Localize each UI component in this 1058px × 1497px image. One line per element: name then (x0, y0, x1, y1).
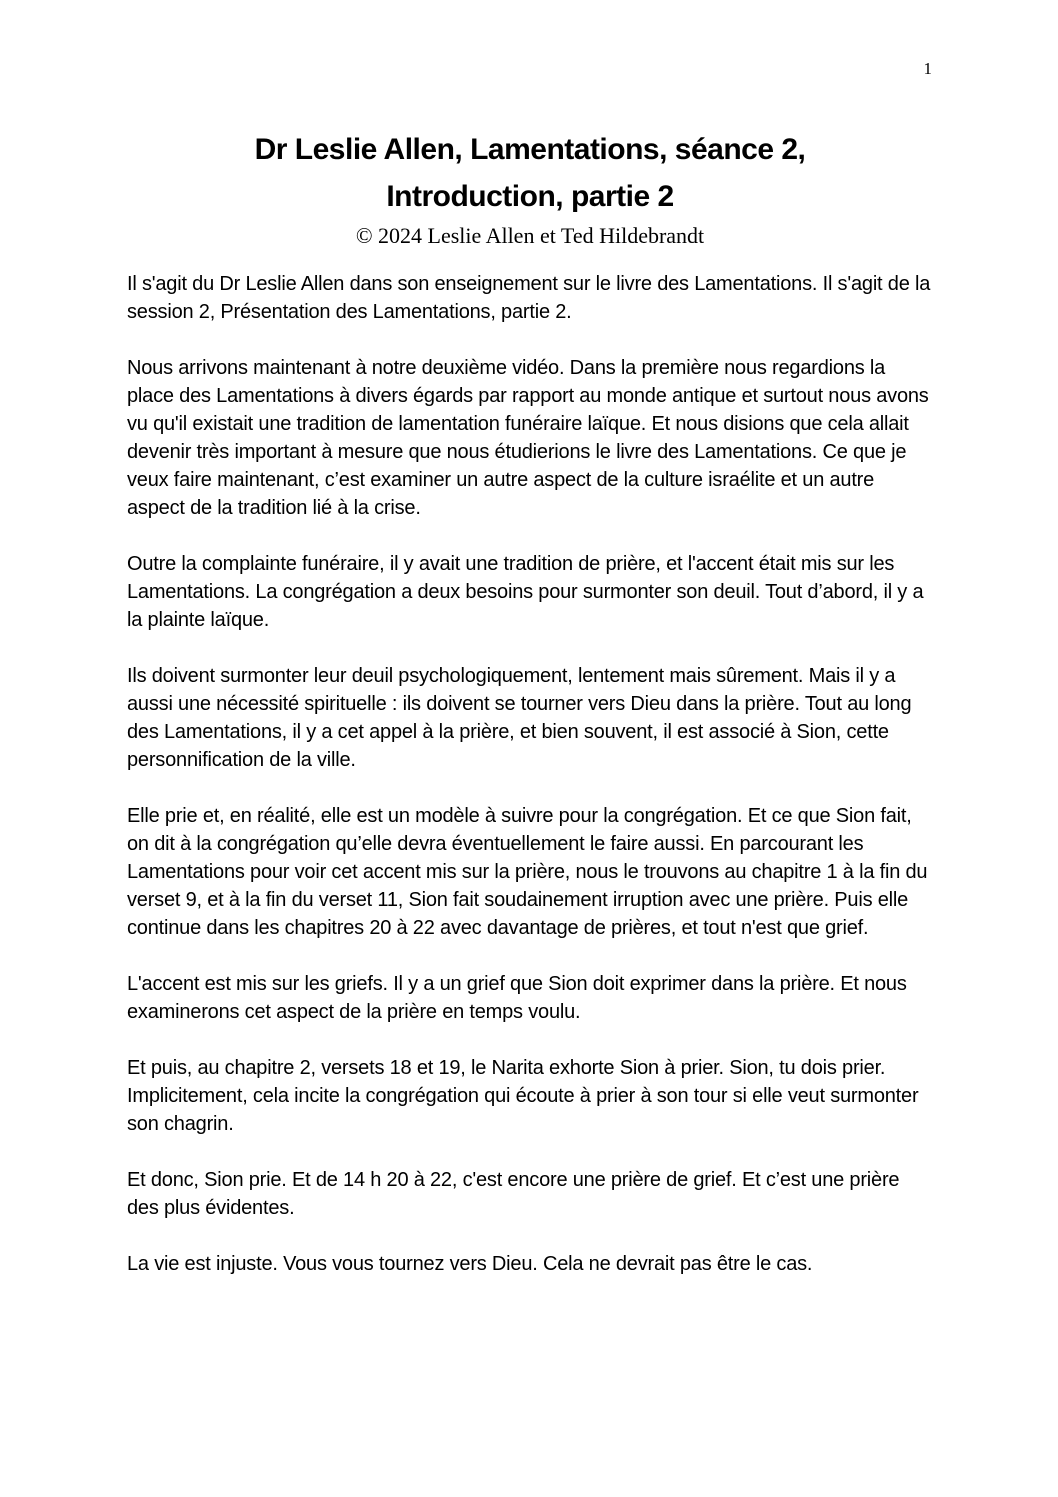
paragraph: La vie est injuste. Vous vous tournez vers Dieu. Cela ne devrait pas être le cas. (127, 1253, 813, 1275)
paragraph: Ils doivent surmonter leur deuil psychologiquement, lentement mais sûrement. Mais il y a aussi une nécessité spirituelle : ils doivent se tourner vers Dieu dans la prière. Tout au long des Lamentations, il y a cet appel à la prière, et bien souvent, il est associé à Sion, cette personnification de la ville. (127, 665, 912, 771)
paragraph: Il s'agit du Dr Leslie Allen dans son enseignement sur le livre des Lamentations. Il s'agit de la session 2, Présentation des Lamentations, partie 2. (127, 273, 931, 323)
page-number: 1 (923, 59, 932, 78)
paragraph: Outre la complainte funéraire, il y avait une tradition de prière, et l'accent était mis sur les Lamentations. La congrégation a deux besoins pour surmonter son deuil. Tout d’abord, il y a la plainte laïque. (127, 553, 924, 631)
paragraph: Et puis, au chapitre 2, versets 18 et 19, le Narita exhorte Sion à prier. Sion, tu dois prier. Implicitement, cela incite la congrégation qui écoute à prier à son tour si elle veut surmonter son chagrin. (127, 1057, 919, 1135)
document-body (127, 270, 933, 1278)
document-header (127, 126, 933, 251)
copyright-line: © 2024 Leslie Allen et Ted Hildebrandt (355, 223, 705, 248)
paragraph: Nous arrivons maintenant à notre deuxième vidéo. Dans la première nous regardions la place des Lamentations à divers égards par rapport au monde antique et surtout nous avons vu qu'il existait une tradition de lamentation funéraire laïque. Et nous disions que cela allait devenir très important à mesure que nous étudierions le livre des Lamentations. Ce que je veux faire maintenant, c’est examiner un autre aspect de la culture israélite et un autre aspect de la tradition lié à la crise. (127, 357, 929, 519)
title-line-1: Dr Leslie Allen, Lamentations, séance 2, (254, 133, 806, 166)
paragraph: Et donc, Sion prie. Et de 14 h 20 à 22, c'est encore une prière de grief. Et c’est une prière des plus évidentes. (127, 1169, 900, 1219)
title-line-2: Introduction, partie 2 (386, 180, 674, 213)
document-title (127, 126, 933, 220)
paragraph: L'accent est mis sur les griefs. Il y a un grief que Sion doit exprimer dans la prière. Et nous examinerons cet aspect de la prière en temps voulu. (127, 973, 907, 1023)
paragraph: Elle prie et, en réalité, elle est un modèle à suivre pour la congrégation. Et ce que Sion fait, on dit à la congrégation qu’elle devra éventuellement le faire aussi. En parcourant les Lamentations pour voir cet accent mis sur la prière, nous le trouvons au chapitre 1 à la fin du verset 9, et à la fin du verset 11, Sion fait soudainement irruption avec une prière. Puis elle continue dans les chapitres 20 à 22 avec davantage de prières, et tout n'est que grief. (127, 805, 928, 939)
